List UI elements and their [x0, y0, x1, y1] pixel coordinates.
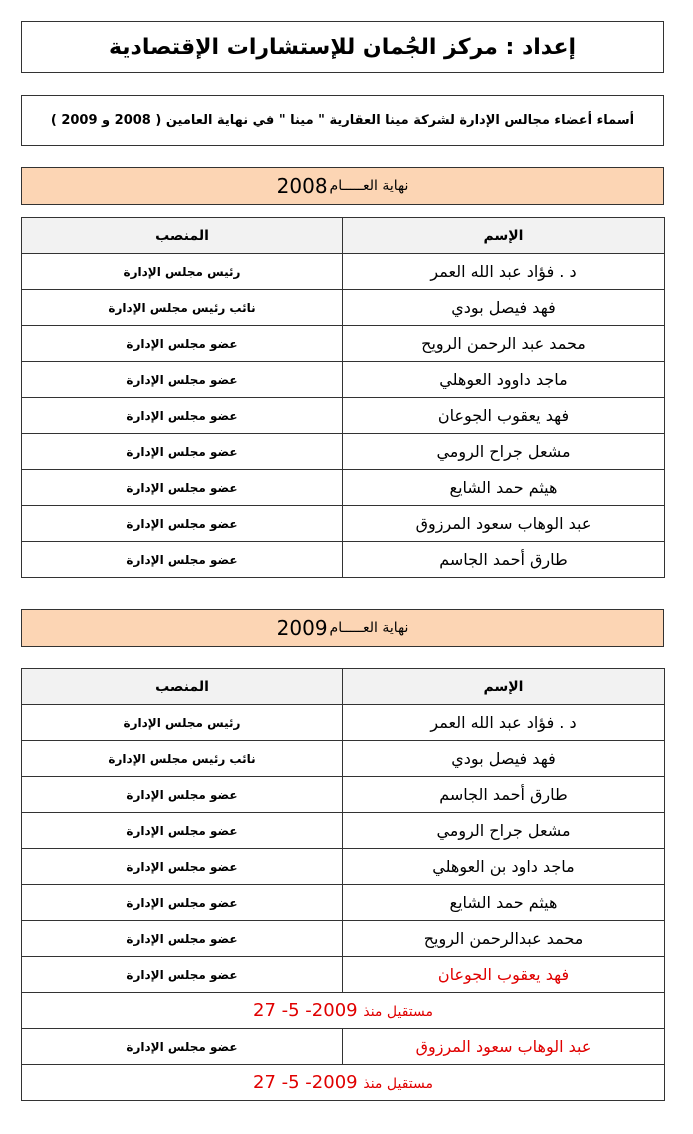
- page-title-text: إعداد : مركز الجُمان للإستشارات الإقتصادية: [108, 34, 577, 60]
- page-title: [21, 21, 664, 73]
- member-position: رئيس مجلس الإدارة: [22, 254, 343, 290]
- year-2008-value: 2008: [276, 174, 328, 198]
- position-column-header: المنصب: [22, 218, 343, 254]
- year-2008-label: نهاية العـــــام: [329, 178, 409, 194]
- table-row: [22, 777, 665, 813]
- member-position: عضو مجلس الإدارة: [22, 1029, 343, 1065]
- member-position: عضو مجلس الإدارة: [22, 326, 343, 362]
- member-name: فهد فيصل بودي: [343, 290, 665, 326]
- table-row: [22, 741, 665, 777]
- member-position: عضو مجلس الإدارة: [22, 849, 343, 885]
- member-position: عضو مجلس الإدارة: [22, 813, 343, 849]
- table-row: [22, 470, 665, 506]
- member-position: عضو مجلس الإدارة: [22, 542, 343, 578]
- member-name: ماجد داود بن العوهلي: [343, 849, 665, 885]
- member-name: مشعل جراح الرومي: [343, 813, 665, 849]
- member-name: محمد عبد الرحمن الرويح: [343, 326, 665, 362]
- name-column-header: الإسم: [343, 669, 665, 705]
- member-name: طارق أحمد الجاسم: [343, 777, 665, 813]
- resignation-note: [22, 1065, 665, 1101]
- resignation-date: 27 -5 -2009: [253, 1000, 358, 1021]
- resignation-note-row: [22, 1065, 665, 1101]
- member-position: رئيس مجلس الإدارة: [22, 705, 343, 741]
- table-row: [22, 542, 665, 578]
- table-row: [22, 921, 665, 957]
- member-position: عضو مجلس الإدارة: [22, 362, 343, 398]
- member-position: عضو مجلس الإدارة: [22, 506, 343, 542]
- table-header-row: [22, 218, 665, 254]
- page-subtitle-text: أسماء أعضاء مجالس الإدارة لشركة مينا العقارية " مينا " في نهاية العامين ( 2008 و 2009 ): [50, 113, 635, 128]
- resignation-note: [22, 993, 665, 1029]
- member-name: فهد فيصل بودي: [343, 741, 665, 777]
- year-2009-label: نهاية العـــــام: [329, 620, 409, 636]
- member-name: ماجد داوود العوهلي: [343, 362, 665, 398]
- member-position: عضو مجلس الإدارة: [22, 885, 343, 921]
- table-row: [22, 398, 665, 434]
- table-row: [22, 849, 665, 885]
- table-row: [22, 326, 665, 362]
- member-name: هيثم حمد الشايع: [343, 470, 665, 506]
- member-position: نائب رئيس مجلس الإدارة: [22, 741, 343, 777]
- table-row: [22, 362, 665, 398]
- member-name: هيثم حمد الشايع: [343, 885, 665, 921]
- year-2009-value: 2009: [276, 616, 328, 640]
- member-name: د . فؤاد عبد الله العمر: [343, 254, 665, 290]
- resigned-member-row: [22, 957, 665, 993]
- page-subtitle: [21, 95, 664, 146]
- table-header-row: [22, 669, 665, 705]
- resignation-label: مستقيل منذ: [363, 1076, 433, 1092]
- table-row: [22, 885, 665, 921]
- member-name: طارق أحمد الجاسم: [343, 542, 665, 578]
- member-name: عبد الوهاب سعود المرزوق: [343, 506, 665, 542]
- resignation-note-row: [22, 993, 665, 1029]
- table-row: [22, 254, 665, 290]
- member-position: عضو مجلس الإدارة: [22, 434, 343, 470]
- member-position: عضو مجلس الإدارة: [22, 470, 343, 506]
- resignation-label: مستقيل منذ: [363, 1004, 433, 1020]
- member-name: فهد يعقوب الجوعان: [343, 398, 665, 434]
- member-name: د . فؤاد عبد الله العمر: [343, 705, 665, 741]
- position-column-header: المنصب: [22, 669, 343, 705]
- member-position: عضو مجلس الإدارة: [22, 921, 343, 957]
- resignation-date: 27 -5 -2009: [253, 1072, 358, 1093]
- board-table-2009: [21, 668, 665, 1101]
- table-row: [22, 506, 665, 542]
- member-position: عضو مجلس الإدارة: [22, 957, 343, 993]
- resigned-member-name: فهد يعقوب الجوعان: [343, 957, 665, 993]
- year-2009-header: [21, 609, 664, 647]
- member-position: نائب رئيس مجلس الإدارة: [22, 290, 343, 326]
- table-row: [22, 705, 665, 741]
- table-row: [22, 290, 665, 326]
- resigned-member-name: عبد الوهاب سعود المرزوق: [343, 1029, 665, 1065]
- resigned-member-row: [22, 1029, 665, 1065]
- table-row: [22, 813, 665, 849]
- table-row: [22, 434, 665, 470]
- name-column-header: الإسم: [343, 218, 665, 254]
- board-table-2008: [21, 217, 665, 578]
- year-2008-header: [21, 167, 664, 205]
- member-name: مشعل جراح الرومي: [343, 434, 665, 470]
- member-position: عضو مجلس الإدارة: [22, 398, 343, 434]
- member-position: عضو مجلس الإدارة: [22, 777, 343, 813]
- member-name: محمد عبدالرحمن الرويح: [343, 921, 665, 957]
